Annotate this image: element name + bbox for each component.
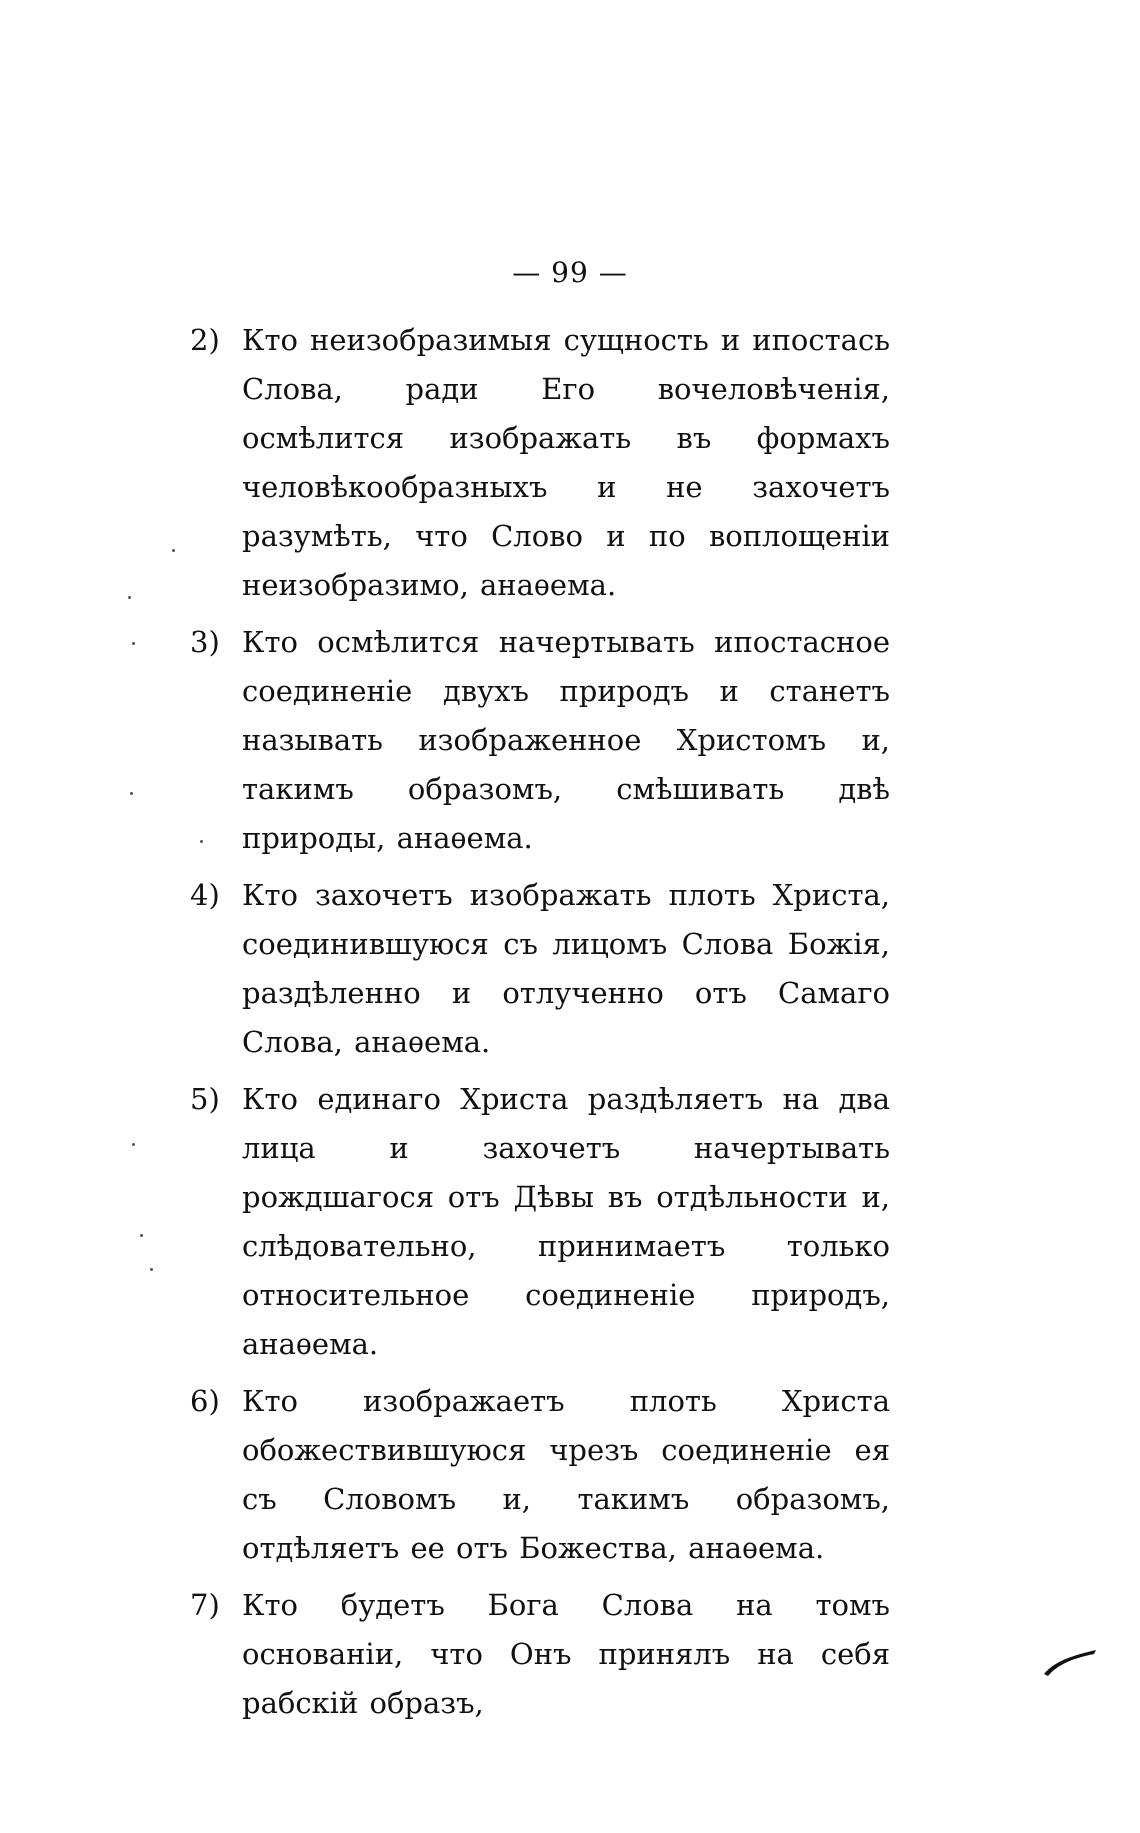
list-item [190, 871, 890, 1067]
ink-mark-icon [1040, 1640, 1100, 1680]
list-item [190, 618, 890, 863]
scan-speck [132, 1143, 135, 1146]
item-text: Кто захочетъ изображать плоть Христа, соединившуюся съ лицомъ Слова Божія, раздѣленно и отлученно отъ Самаго Слова, анаѳема. [242, 878, 890, 1059]
scan-speck [130, 792, 133, 795]
scan-speck [172, 549, 175, 552]
scan-speck [150, 1268, 153, 1271]
item-number: 5) [190, 1082, 220, 1116]
scan-speck [132, 642, 135, 645]
item-text: Кто изображаетъ плоть Христа обожествившуюся чрезъ соединеніе ея съ Словомъ и, такимъ образомъ, отдѣляетъ ее отъ Божества, анаѳема. [242, 1384, 890, 1565]
item-number: 7) [190, 1588, 220, 1622]
scan-speck [140, 1234, 143, 1237]
item-text: Кто неизобразимыя сущность и ипостась Слова, ради Его вочеловѣченія, осмѣлится изображать въ формахъ человѣкообразныхъ и не захочетъ разумѣть, что Слово и по воплощеніи неизобразимо, анаѳема. [242, 323, 890, 602]
list-item [190, 316, 890, 610]
item-text: Кто осмѣлится начертывать ипостасное соединеніе двухъ природъ и станетъ называть изображенное Христомъ и, такимъ образомъ, смѣшивать двѣ природы, анаѳема. [242, 625, 890, 855]
item-number: 2) [190, 323, 220, 357]
page-number: — 99 — [512, 256, 628, 289]
item-number: 3) [190, 625, 220, 659]
list-item [190, 1075, 890, 1369]
list-item [190, 1581, 890, 1728]
scan-speck [200, 840, 203, 843]
item-number: 6) [190, 1384, 220, 1418]
item-text: Кто единаго Христа раздѣляетъ на два лица и захочетъ начертывать рождшагося отъ Дѣвы въ отдѣльности и, слѣдовательно, принимаетъ только относительное соединеніе природъ, анаѳема. [242, 1082, 890, 1361]
item-text: Кто будетъ Бога Слова на томъ основаніи, что Онъ принялъ на себя рабскій образъ, [242, 1588, 890, 1720]
item-number: 4) [190, 878, 220, 912]
list-item [190, 1377, 890, 1573]
scan-speck [128, 596, 131, 599]
numbered-list [190, 316, 890, 1736]
